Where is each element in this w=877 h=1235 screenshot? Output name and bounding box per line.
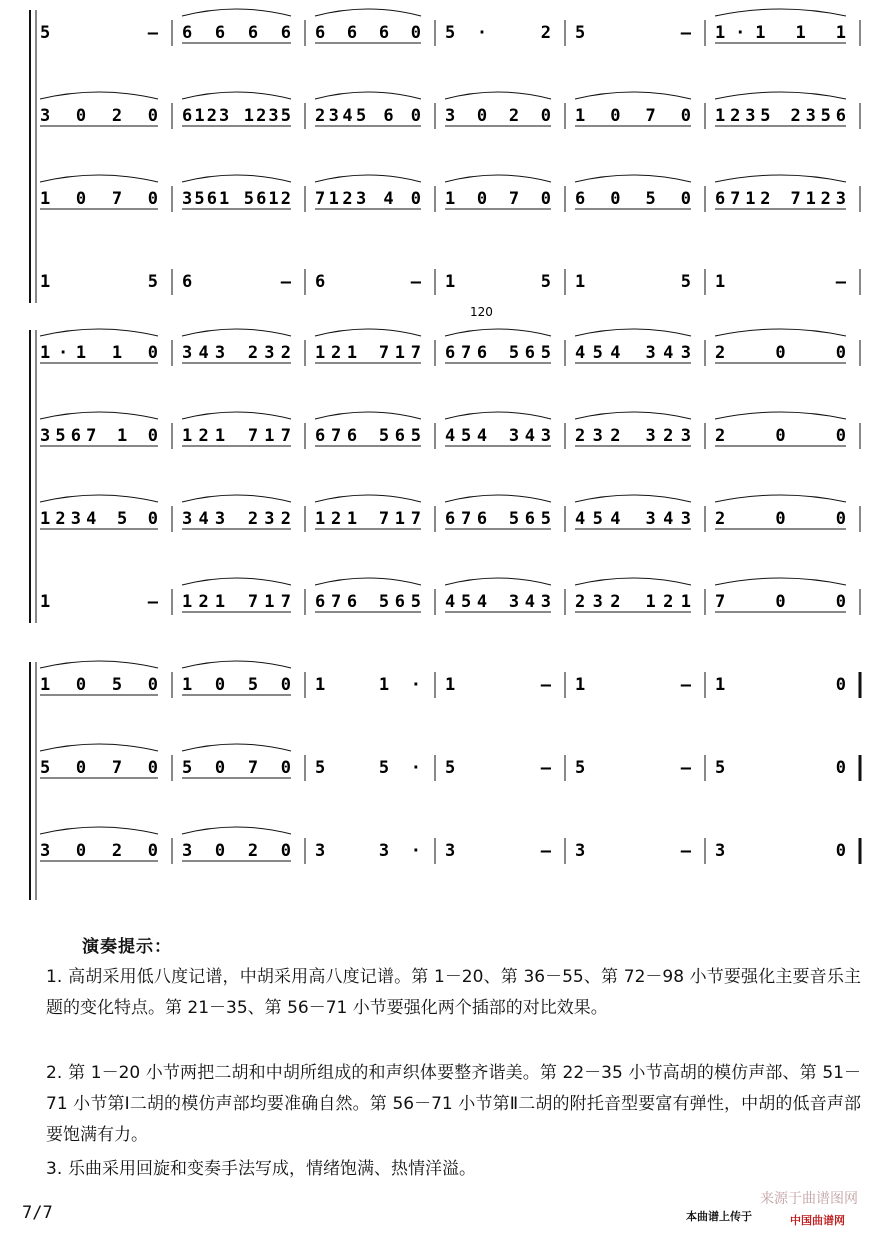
measure-notes: 3 – xyxy=(445,841,551,861)
measure-notes: 3 0 2 0 xyxy=(445,106,551,126)
measure-notes: 1·1 1 0 xyxy=(40,343,158,363)
slur xyxy=(182,329,291,336)
measure-notes: 6 – xyxy=(315,272,421,292)
slur xyxy=(315,9,421,16)
slur xyxy=(715,92,846,99)
measure-notes: 5· 2 xyxy=(445,23,551,43)
measure-notes: 6 6 6 6 xyxy=(182,23,291,43)
slur xyxy=(715,578,846,585)
note-item-1 xyxy=(46,962,861,1024)
measure-notes: 343 232 xyxy=(182,343,291,363)
slur xyxy=(315,412,421,419)
measure-notes: 232 121 xyxy=(575,592,691,612)
slur xyxy=(182,175,291,182)
measure-notes: 6123 1235 xyxy=(182,106,291,126)
measure-notes: 676 565 xyxy=(315,592,421,612)
measure-notes: 1 – xyxy=(445,675,551,695)
measure-notes: 5 0 xyxy=(715,758,846,778)
measure-notes: 5 – xyxy=(40,23,158,43)
measure-notes: 121 717 xyxy=(182,426,291,446)
note-text: 第 1－20 小节两把二胡和中胡所组成的和声织体要整齐谐美。第 22－35 小节高胡的模仿声部、第 51－71 小节第Ⅰ二胡的模仿声部均要准确自然。第 56－71 小节第Ⅱ二胡的附托音型要富有弹性，中胡的低音声部要饱满有力。 xyxy=(46,1063,861,1145)
slur xyxy=(182,578,291,585)
measure-notes: 1 5 xyxy=(40,272,158,292)
slur xyxy=(40,329,158,336)
note-text: 高胡采用低八度记谱，中胡采用高八度记谱。第 1－20、第 36－55、第 72－98 小节要强化主要音乐主题的变化特点。第 21－35、第 56－71 小节要强化两个插部的对比效果。 xyxy=(46,967,861,1018)
slur xyxy=(575,578,691,585)
slur xyxy=(315,175,421,182)
measure-notes: 1 0 xyxy=(715,675,846,695)
measure-notes: 3 3· xyxy=(315,841,421,861)
slur xyxy=(445,578,551,585)
measure-notes: 1 – xyxy=(715,272,846,292)
measure-notes: 2 0 0 xyxy=(715,426,846,446)
slur xyxy=(445,495,551,502)
measure-notes: 343 232 xyxy=(182,509,291,529)
slur xyxy=(445,175,551,182)
measure-notes: 3561 5612 xyxy=(182,189,291,209)
slur xyxy=(182,744,291,751)
measure-notes: 676 565 xyxy=(445,343,551,363)
slur xyxy=(40,495,158,502)
slur xyxy=(40,175,158,182)
note-text: 乐曲采用回旋和变奏手法写成，情绪饱满、热情洋溢。 xyxy=(68,1159,476,1179)
slur xyxy=(445,92,551,99)
measure-notes: 7123 4 0 xyxy=(315,189,421,209)
measure-notes: 1 0 5 0 xyxy=(182,675,291,695)
measure-notes: 232 323 xyxy=(575,426,691,446)
measure-notes: 1 0 5 0 xyxy=(40,675,158,695)
measure-notes: 6712 7123 xyxy=(715,189,846,209)
measure-notes: 6 0 5 0 xyxy=(575,189,691,209)
measure-notes: 1 0 7 0 xyxy=(40,189,158,209)
measure-notes: 3567 1 0 xyxy=(40,426,158,446)
note-number: 1. xyxy=(46,967,63,987)
measure-notes: 3 0 2 0 xyxy=(40,106,158,126)
footer-text: 本曲谱上传于 xyxy=(686,1210,752,1223)
measure-notes: 1 0 7 0 xyxy=(575,106,691,126)
measure-notes: 1 0 7 0 xyxy=(445,189,551,209)
measure-notes: 121 717 xyxy=(315,343,421,363)
slur xyxy=(40,92,158,99)
note-item-3 xyxy=(46,1154,861,1185)
measure-notes: 3 0 xyxy=(715,841,846,861)
measure-notes: 1 – xyxy=(40,592,158,612)
measure-notes: 1 5 xyxy=(575,272,691,292)
slur xyxy=(182,9,291,16)
slur xyxy=(445,329,551,336)
notes-heading: 演奏提示： xyxy=(82,937,172,957)
slur xyxy=(575,495,691,502)
slur xyxy=(182,827,291,834)
measure-notes: 5 0 7 0 xyxy=(182,758,291,778)
measure-notes: 121 717 xyxy=(182,592,291,612)
slur xyxy=(40,744,158,751)
measure-notes: 3 – xyxy=(575,841,691,861)
slur xyxy=(445,412,551,419)
measure-notes: 121 717 xyxy=(315,509,421,529)
slur xyxy=(315,92,421,99)
measure-notes: 2 0 0 xyxy=(715,509,846,529)
measure-notes: 5 – xyxy=(575,758,691,778)
note-number: 3. xyxy=(46,1159,63,1179)
slur xyxy=(182,661,291,668)
measure-notes: 1 5 xyxy=(445,272,551,292)
slur xyxy=(715,175,846,182)
slur xyxy=(315,495,421,502)
measure-notes: 3 0 2 0 xyxy=(40,841,158,861)
slur xyxy=(575,175,691,182)
measure-notes: 454 343 xyxy=(445,592,551,612)
slur xyxy=(715,329,846,336)
slur xyxy=(40,412,158,419)
measure-notes: 1·1 1 1 xyxy=(715,23,846,43)
measure-notes: 1 – xyxy=(575,675,691,695)
measure-notes: 5 5· xyxy=(315,758,421,778)
measure-notes: 5 0 7 0 xyxy=(40,758,158,778)
slur xyxy=(182,92,291,99)
measure-notes: 454 343 xyxy=(575,509,691,529)
measure-notes: 676 565 xyxy=(445,509,551,529)
note-item-2 xyxy=(46,1058,861,1151)
slur xyxy=(575,92,691,99)
measure-notes: 2 0 0 xyxy=(715,343,846,363)
measure-notes: 454 343 xyxy=(575,343,691,363)
measure-notes: 1234 5 0 xyxy=(40,509,158,529)
slur xyxy=(40,827,158,834)
measure-notes: 3 0 2 0 xyxy=(182,841,291,861)
slur xyxy=(715,9,846,16)
slur xyxy=(575,412,691,419)
measure-notes: 676 565 xyxy=(315,426,421,446)
slur xyxy=(182,412,291,419)
measure-notes: 6 – xyxy=(182,272,291,292)
measure-number: 120 xyxy=(470,305,493,319)
measure-notes: 5 – xyxy=(445,758,551,778)
measure-notes: 7 0 0 xyxy=(715,592,846,612)
page-number: 7/7 xyxy=(22,1203,53,1223)
measure-notes: 2345 6 0 xyxy=(315,106,421,126)
slur xyxy=(575,329,691,336)
watermark: 来源于曲谱图网 xyxy=(760,1191,858,1207)
measure-notes: 454 343 xyxy=(445,426,551,446)
watermark-site: 中国曲谱网 xyxy=(790,1214,845,1227)
slur xyxy=(715,495,846,502)
slur xyxy=(315,329,421,336)
note-number: 2. xyxy=(46,1063,63,1083)
slur xyxy=(40,661,158,668)
slur xyxy=(715,412,846,419)
measure-notes: 5 – xyxy=(575,23,691,43)
measure-notes: 1 1· xyxy=(315,675,421,695)
measure-notes: 6 6 6 0 xyxy=(315,23,421,43)
slur xyxy=(182,495,291,502)
slur xyxy=(315,578,421,585)
measure-notes: 1235 2356 xyxy=(715,106,846,126)
